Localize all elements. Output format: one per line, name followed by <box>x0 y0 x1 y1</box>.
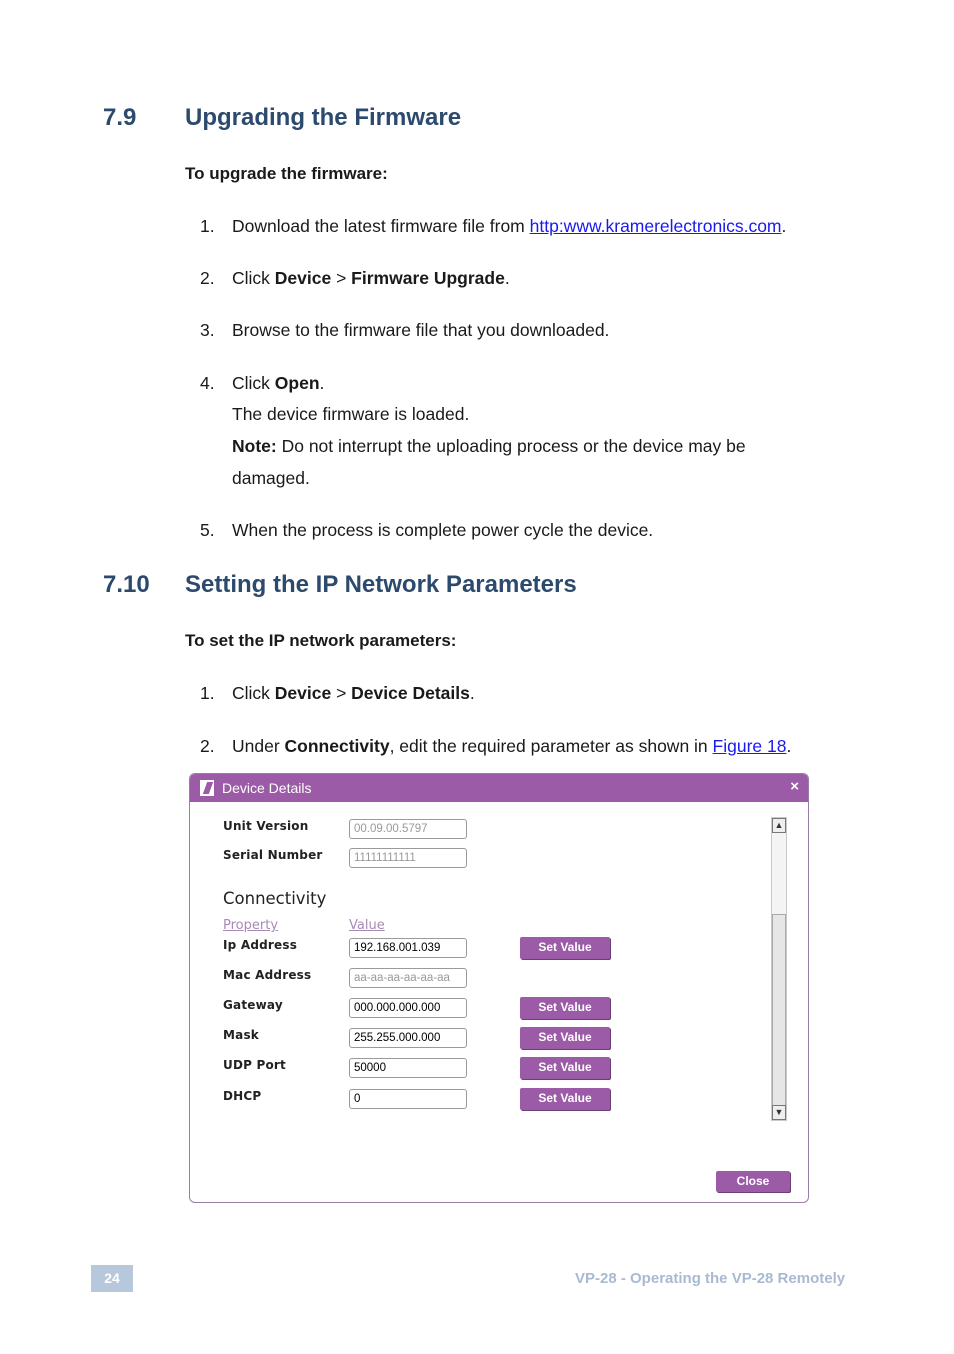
dialog-title-bar <box>190 774 808 802</box>
unit-version-field: 00.09.00.5797 <box>349 819 467 839</box>
set-mask-button[interactable]: Set Value <box>520 1027 610 1049</box>
dhcp-input[interactable]: 0 <box>349 1089 467 1109</box>
device-details-dialog <box>189 773 809 1203</box>
serial-number-label: Serial Number <box>223 848 323 862</box>
page-footer: VP-28 - Operating the VP-28 Remotely <box>575 1270 846 1287</box>
scroll-up-icon[interactable]: ▲ <box>772 818 786 833</box>
section-number: 7.9 <box>103 104 137 131</box>
set-dhcp-button[interactable]: Set Value <box>520 1088 610 1110</box>
step-text: Click Device > Device Details. <box>232 683 475 703</box>
step-number: 3. <box>200 320 215 340</box>
connectivity-heading: Connectivity <box>223 889 327 908</box>
mask-label: Mask <box>223 1028 259 1042</box>
set-gateway-button[interactable]: Set Value <box>520 997 610 1019</box>
page-number: 24 <box>91 1265 133 1292</box>
step-number: 2. <box>200 736 215 756</box>
step-text: Under Connectivity, edit the required parameter as shown in Figure 18. <box>232 736 792 756</box>
procedure-heading: To upgrade the firmware: <box>185 164 388 183</box>
figure-link[interactable]: Figure 18 <box>712 736 787 756</box>
value-column-header: Value <box>349 918 385 933</box>
gateway-input[interactable]: 000.000.000.000 <box>349 998 467 1018</box>
step-text: Download the latest firmware file from http:www.kramerelectronics.com. <box>232 216 787 236</box>
note: Note: Do not interrupt the uploading process or the device may be <box>232 436 746 456</box>
step-text: When the process is complete power cycle the device. <box>232 520 654 540</box>
step-number: 1. <box>200 683 215 703</box>
mask-input[interactable]: 255.255.000.000 <box>349 1028 467 1048</box>
set-udp-port-button[interactable]: Set Value <box>520 1057 610 1079</box>
note-continued: damaged. <box>232 468 310 488</box>
dhcp-label: DHCP <box>223 1089 262 1103</box>
unit-version-label: Unit Version <box>223 819 309 833</box>
step-text: Click Device > Firmware Upgrade. <box>232 268 510 288</box>
gateway-label: Gateway <box>223 998 283 1012</box>
step-text: Browse to the firmware file that you downloaded. <box>232 320 610 340</box>
mac-address-label: Mac Address <box>223 968 312 982</box>
kramer-logo-icon <box>200 780 214 796</box>
step-number: 5. <box>200 520 215 540</box>
vertical-scrollbar[interactable] <box>771 817 787 1121</box>
step-detail: The device firmware is loaded. <box>232 404 470 424</box>
dialog-title: Device Details <box>222 780 312 796</box>
procedure-heading: To set the IP network parameters: <box>185 631 457 650</box>
step-number: 4. <box>200 373 215 393</box>
serial-number-field: 11111111111 <box>349 848 467 868</box>
ip-address-label: Ip Address <box>223 938 298 952</box>
section-title: Upgrading the Firmware <box>185 104 462 131</box>
step-number: 1. <box>200 216 215 236</box>
close-button[interactable]: Close <box>716 1171 790 1192</box>
step-text: Click Open. <box>232 373 325 393</box>
set-ip-address-button[interactable]: Set Value <box>520 937 610 959</box>
ip-address-input[interactable]: 192.168.001.039 <box>349 938 467 958</box>
scroll-thumb[interactable] <box>772 914 786 1114</box>
step-number: 2. <box>200 268 215 288</box>
section-title: Setting the IP Network Parameters <box>185 571 577 598</box>
property-column-header: Property <box>223 918 279 933</box>
scroll-down-icon[interactable]: ▼ <box>772 1105 786 1120</box>
mac-address-field: aa-aa-aa-aa-aa-aa <box>349 968 467 988</box>
udp-port-label: UDP Port <box>223 1058 286 1072</box>
udp-port-input[interactable]: 50000 <box>349 1058 467 1078</box>
firmware-link[interactable]: http:www.kramerelectronics.com <box>529 216 782 236</box>
close-icon[interactable]: × <box>790 778 799 795</box>
section-number: 7.10 <box>103 571 150 598</box>
